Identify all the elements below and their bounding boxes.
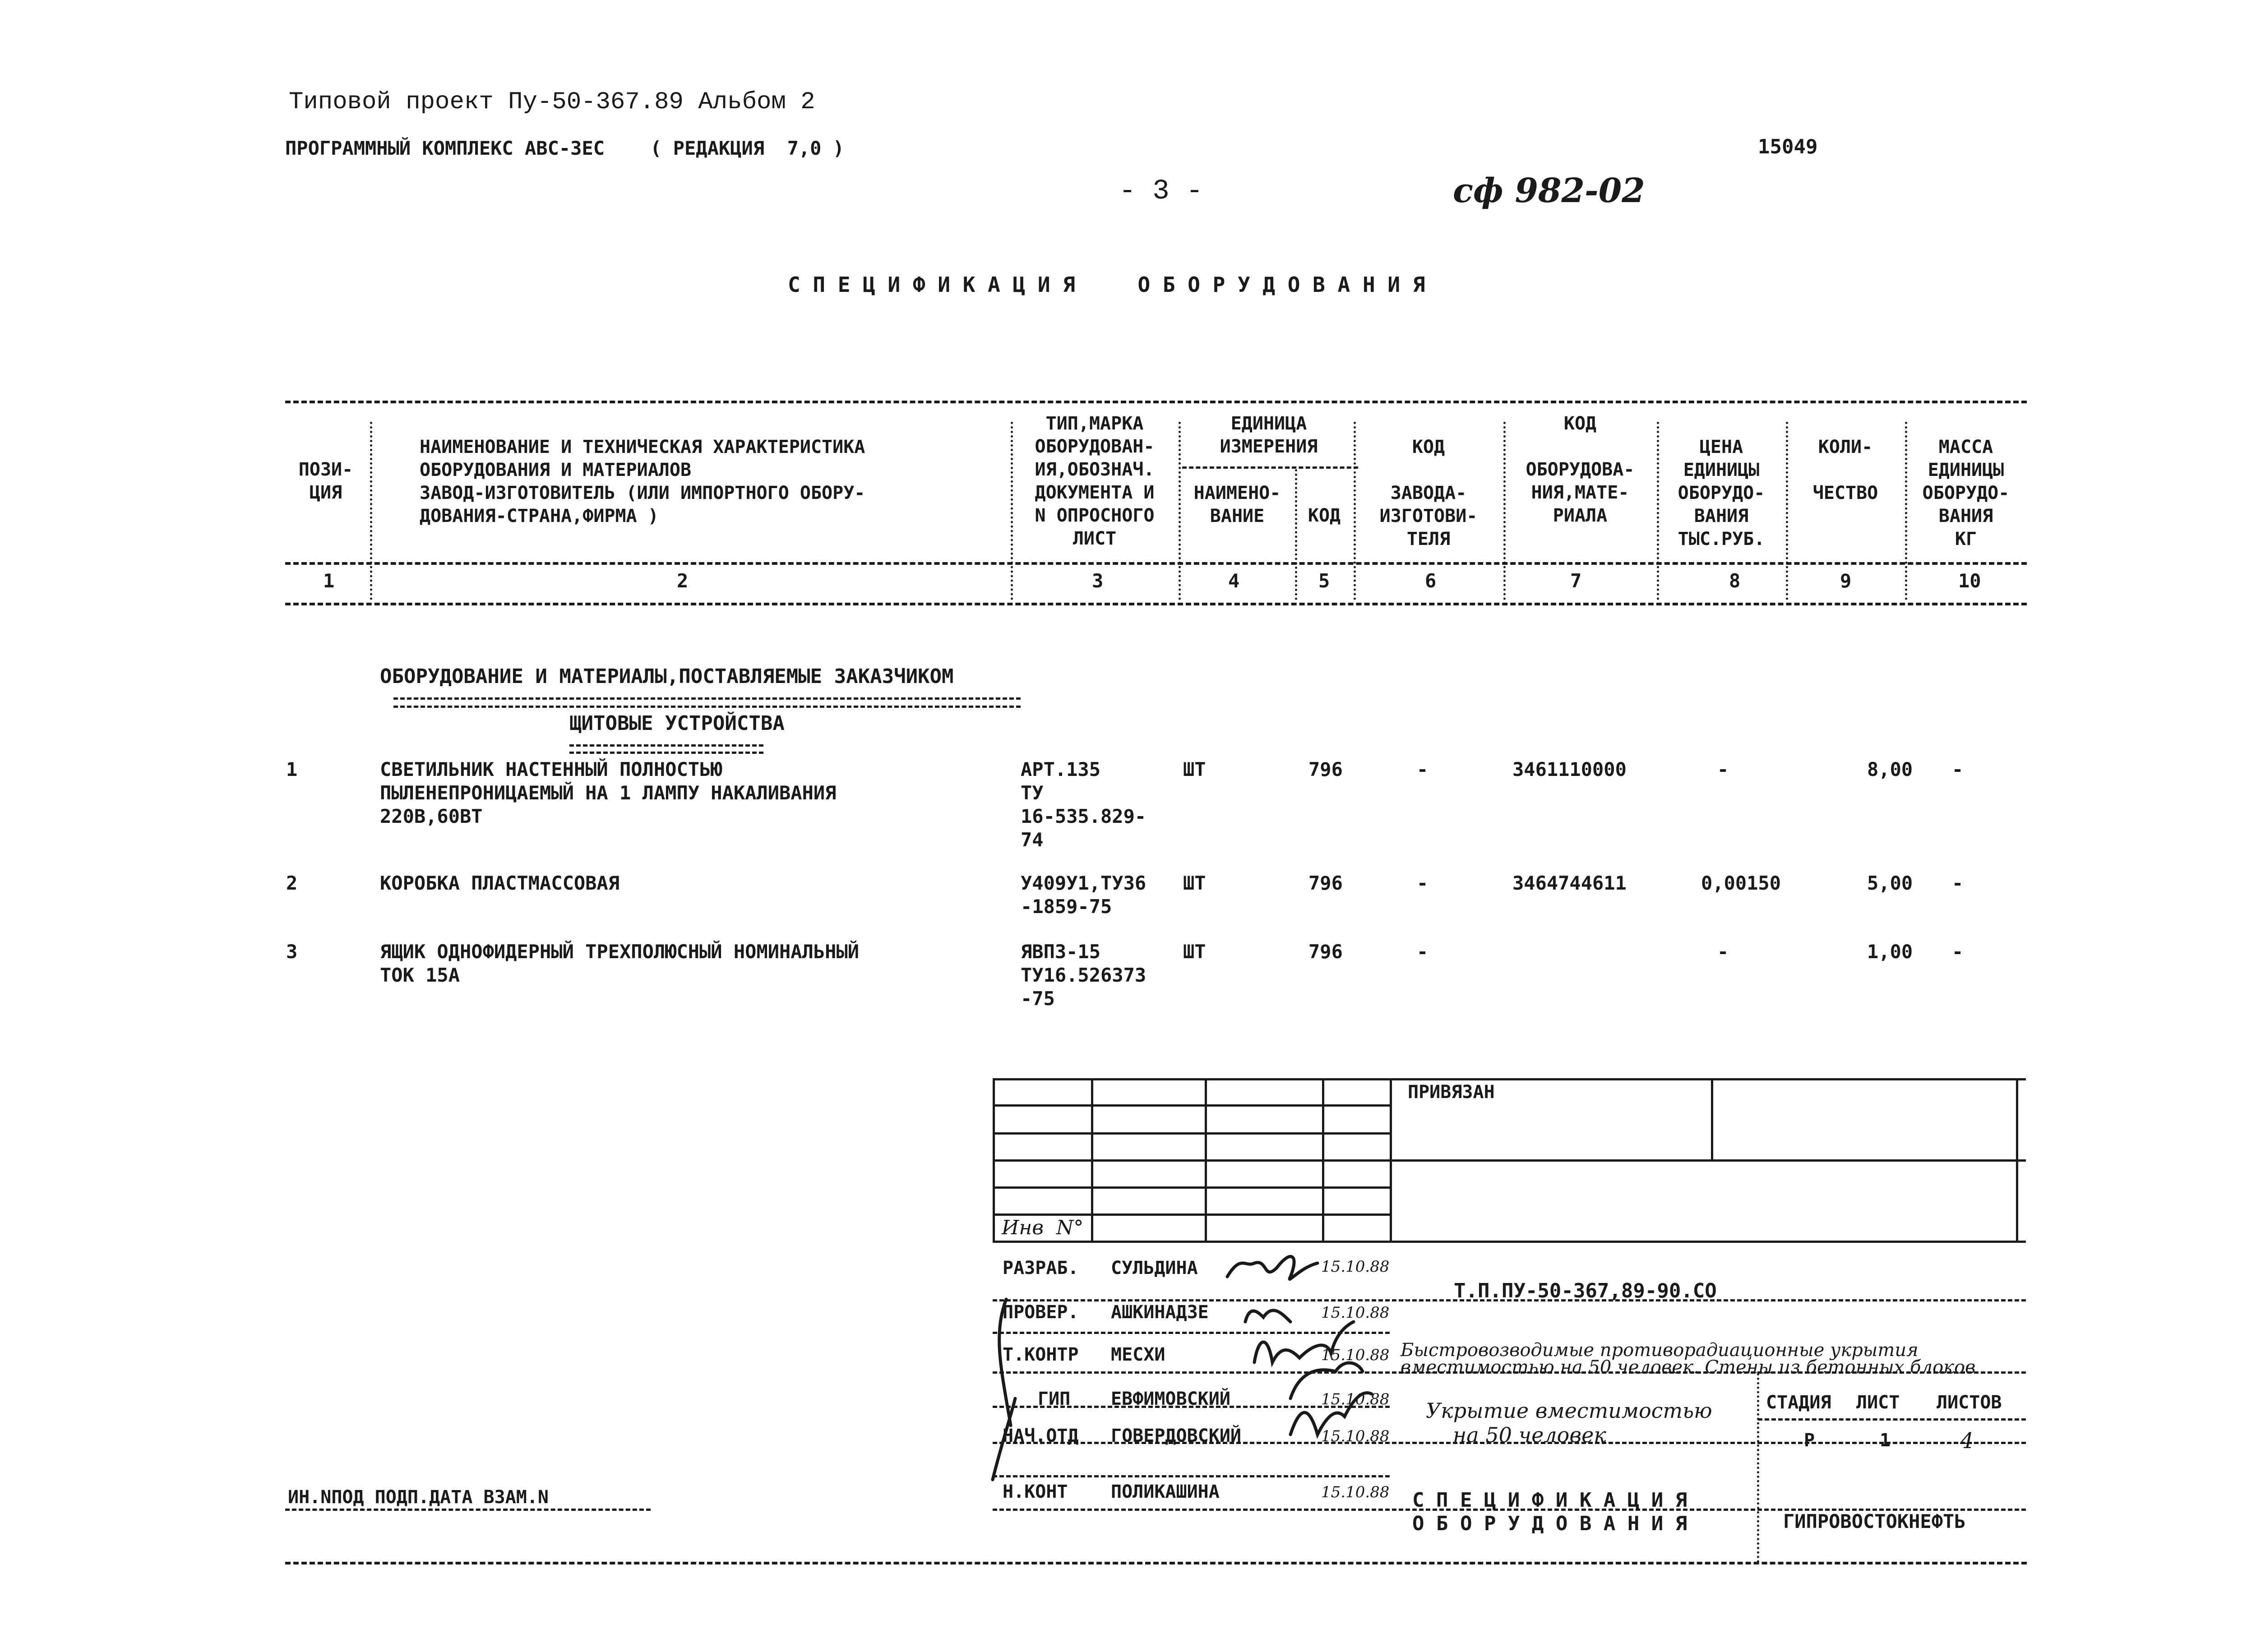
description-line1: Быстровозводимые противорадиационные укрытия: [1401, 1340, 1919, 1361]
table-row-position: 2: [286, 872, 298, 894]
sheets-value: 4: [1960, 1428, 1974, 1454]
table-number-rule: [285, 603, 2027, 605]
subsection-title: ЩИТОВЫЕ УСТРОЙСТВА: [569, 712, 785, 735]
col-number: 9: [1840, 570, 1852, 592]
table-row-unit: ШТ: [1183, 872, 1206, 894]
role-label: ГИП: [1038, 1389, 1071, 1409]
table-row-type: ЯВП3-15 ТУ16.526373 -75: [1021, 941, 1146, 1010]
spec-title-line1: С П Е Ц И Ф И К А Ц И Я: [1412, 1489, 1687, 1512]
role-date: 15.10.88: [1321, 1258, 1390, 1276]
section-underline: [393, 697, 1021, 700]
table-row-position: 3: [286, 941, 298, 963]
table-row-unit-code: 796: [1308, 941, 1343, 963]
table-row-quantity: 8,00: [1867, 758, 1913, 780]
organization-name: ГИПРОВОСТОКНЕФТЬ: [1783, 1510, 1966, 1532]
header-unit-name: НАИМЕНО- ВАНИЕ: [1193, 483, 1281, 526]
table-row-name: ЯЩИК ОДНОФИДЕРНЫЙ ТРЕХПОЛЮСНЫЙ НОМИНАЛЬНЫЙ ТОК 15А: [380, 941, 860, 986]
subsection-underline: [569, 752, 763, 754]
role-label: ПРОВЕР.: [1003, 1302, 1079, 1323]
header-factory-code: КОД ЗАВОДА- ИЗГОТОВИ- ТЕЛЯ: [1379, 437, 1478, 549]
role-date: 15.10.88: [1321, 1304, 1390, 1322]
unit-split-rule: [1182, 466, 1358, 469]
doc-number: 15049: [1758, 135, 1818, 158]
drawing-code: сф 982-02: [1453, 171, 1645, 210]
header-position: ПОЗИ- ЦИЯ: [298, 459, 353, 503]
header-mass: МАССА ЕДИНИЦЫ ОБОРУДО- ВАНИЯ КГ: [1922, 437, 2010, 549]
col-number: 5: [1318, 570, 1330, 592]
privyazan-label: ПРИВЯЗАН: [1408, 1082, 1495, 1103]
table-row-equip-code: 3464744611: [1512, 872, 1627, 894]
subsection-underline: [569, 744, 763, 747]
stamp-rule: [993, 1186, 1390, 1189]
role-date: 15.10.88: [1321, 1483, 1390, 1501]
role-label: НАЧ.ОТД: [1003, 1426, 1079, 1446]
role-label: Т.КОНТР: [1003, 1344, 1079, 1365]
short-title-line2: на 50 человек: [1453, 1423, 1606, 1447]
table-row-name: КОРОБКА ПЛАСТМАССОВАЯ: [380, 872, 620, 894]
table-row-type: АРТ.135 ТУ 16-535.829- 74: [1021, 758, 1146, 851]
description-line2: вместимостью на 50 человек. Стены из бетонных блоков: [1401, 1357, 1976, 1378]
stamp-rule: [1091, 1078, 1093, 1241]
program-line: ПРОГРАММНЫЙ КОМПЛЕКС АВС-3ЕС ( РЕДАКЦИЯ 7,0 ): [285, 137, 845, 159]
left-stamp-labels: ИН.NПОД ПОДП.ДАТА ВЗАМ.N: [288, 1487, 549, 1508]
role-name: ЕВФИМОВСКИЙ: [1111, 1389, 1230, 1409]
doc-code: Т.П.ПУ-50-367,89-90.СО: [1454, 1279, 1717, 1302]
table-top-rule: [285, 401, 2027, 403]
col-number: 7: [1570, 570, 1582, 592]
stamp-rule: [2016, 1078, 2018, 1241]
role-name: ГОВЕРДОВСКИЙ: [1111, 1426, 1241, 1446]
stage-value: Р: [1804, 1430, 1815, 1451]
sheet-label: ЛИСТ: [1856, 1392, 1900, 1413]
header-equip-code: КОД ОБОРУДОВА- НИЯ,МАТЕ- РИАЛА: [1526, 413, 1635, 526]
role-date: 15.10.88: [1321, 1427, 1390, 1445]
table-row-price: 0,00150: [1701, 872, 1781, 894]
col-number: 3: [1092, 570, 1104, 592]
table-row-factory-code: -: [1417, 872, 1428, 894]
role-name: АШКИНАДЗЕ: [1111, 1302, 1209, 1323]
header-unit-code: КОД: [1308, 505, 1341, 526]
role-name: СУЛЬДИНА: [1111, 1258, 1198, 1278]
stage-label: СТАДИЯ: [1766, 1392, 1831, 1413]
header-name: НАИМЕНОВАНИЕ И ТЕХНИЧЕСКАЯ ХАРАКТЕРИСТИКА ОБОРУДОВАНИЯ И МАТЕРИАЛОВ ЗАВОД-ИЗГОТОВИТЕЛЬ (ИЛИ ИМПОРТНОГО ОБОРУ- ДОВАНИЯ-СТРАНА,ФИРМА ): [420, 437, 865, 526]
table-row-mass: -: [1952, 941, 1964, 963]
table-row-unit: ШТ: [1183, 758, 1206, 780]
role-date: 15.10.88: [1321, 1346, 1390, 1364]
page-marker: - 3 -: [1119, 175, 1203, 207]
table-row-factory-code: -: [1417, 941, 1428, 963]
table-row-unit: ШТ: [1183, 941, 1206, 963]
stamp-rule: [993, 1104, 1390, 1107]
header-type: ТИП,МАРКА ОБОРУДОВАН- ИЯ,ОБОЗНАЧ. ДОКУМЕНТА И N ОПРОСНОГО ЛИСТ: [1035, 413, 1155, 549]
col-number: 1: [323, 570, 335, 592]
section-title: ОБОРУДОВАНИЕ И МАТЕРИАЛЫ,ПОСТАВЛЯЕМЫЕ ЗАКАЗЧИКОМ: [380, 665, 954, 688]
table-row-mass: -: [1952, 872, 1964, 894]
spec-title-line2: О Б О Р У Д О В А Н И Я: [1412, 1512, 1687, 1535]
table-row-unit-code: 796: [1308, 758, 1343, 780]
header-unit-group: ЕДИНИЦА ИЗМЕРЕНИЯ: [1220, 413, 1318, 457]
table-row-quantity: 5,00: [1867, 872, 1913, 894]
inventory-label: Инв N°: [1002, 1216, 1084, 1239]
section-underline: [393, 706, 1021, 708]
page-bottom-rule: [285, 1562, 2027, 1564]
stamp-rule: [1757, 1373, 1759, 1563]
role-label: РАЗРАБ.: [1003, 1258, 1079, 1278]
header-price: ЦЕНА ЕДИНИЦЫ ОБОРУДО- ВАНИЯ ТЫС.РУБ.: [1678, 437, 1765, 549]
table-row-equip-code: 3461110000: [1512, 758, 1627, 780]
table-header-rule: [285, 562, 2027, 565]
role-label: Н.КОНТ: [1003, 1481, 1068, 1502]
stamp-rule: [993, 1078, 995, 1241]
header-quantity: КОЛИ- ЧЕСТВО: [1812, 437, 1878, 503]
col-number: 6: [1425, 570, 1437, 592]
col-sep: [370, 422, 372, 600]
signatures-drawing: [975, 1236, 1408, 1489]
short-title-line1: Укрытие вместимостью: [1426, 1398, 1712, 1423]
role-name: МЕСХИ: [1111, 1344, 1165, 1365]
sheets-label: ЛИСТОВ: [1937, 1392, 2002, 1413]
stamp-rule: [993, 1214, 1390, 1216]
sheet-value: 1: [1880, 1430, 1891, 1451]
left-stamp-rule: [285, 1509, 651, 1511]
table-row-price: -: [1717, 758, 1729, 780]
stamp-rule: [1390, 1078, 1392, 1241]
table-row-quantity: 1,00: [1867, 941, 1913, 963]
page-title: С П Е Ц И Ф И К А Ц И Я О Б О Р У Д О В А Н И Я: [788, 272, 1425, 297]
table-row-factory-code: -: [1417, 758, 1428, 780]
project-line: Типовой проект Пу-50-367.89 Альбом 2: [289, 88, 815, 116]
stamp-rule: [1390, 1159, 2026, 1162]
stamp-rule: [993, 1159, 1390, 1162]
table-row-mass: -: [1952, 758, 1964, 780]
role-name: ПОЛИКАШИНА: [1111, 1481, 1220, 1502]
col-number: 8: [1729, 570, 1741, 592]
table-row-price: -: [1717, 941, 1729, 963]
table-row-name: СВЕТИЛЬНИК НАСТЕННЫЙ ПОЛНОСТЬЮ ПЫЛЕНЕПРОНИЦАЕМЫЙ НА 1 ЛАМПУ НАКАЛИВАНИЯ 220В,60ВТ: [380, 758, 837, 827]
col-number: 2: [677, 570, 689, 592]
stamp-rule: [993, 1078, 2026, 1080]
stamp-rule: [1322, 1078, 1324, 1241]
col-number: 10: [1958, 570, 1981, 592]
role-date: 15.10.88: [1321, 1390, 1390, 1408]
col-number: 4: [1228, 570, 1240, 592]
table-row-type: У409У1,ТУ36 -1859-75: [1021, 872, 1146, 918]
stamp-rule: [1711, 1078, 1713, 1160]
stamp-dash: [1758, 1418, 2026, 1421]
stamp-rule: [1205, 1078, 1207, 1241]
table-row-unit-code: 796: [1308, 872, 1343, 894]
stamp-rule: [993, 1132, 1390, 1135]
table-row-position: 1: [286, 758, 298, 780]
